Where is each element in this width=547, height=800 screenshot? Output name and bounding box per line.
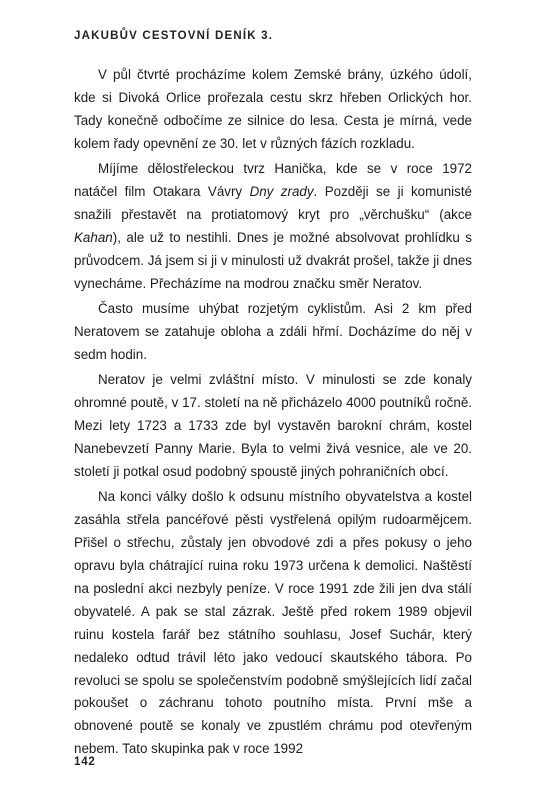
paragraph [74, 158, 472, 295]
page-number: 142 [74, 756, 96, 768]
text-segment: Neratov je velmi zvláštní místo. V minulosti se zde konaly ohromné poutě, v 17. století na ně přicházelo 4000 poutníků ročně. Mezi lety 1723 a 1733 zde byl vystavěn barokní chrám, kostel Nanebevzetí Panny Marie. Byla to velmi živá vesnice, ale ve 20. století ji potkal osud podobný spoustě jiných pohraničních obcí. [74, 372, 472, 479]
text-segment: ), ale už to nestihli. Dnes je možné absolvovat prohlídku s průvodcem. Já jsem si ji v minulosti už dvakrát prošel, takže ji dnes vynecháme. Přecházíme na modrou značku směr Neratov. [74, 229, 472, 291]
text-segment: . Později se ji komunisté snažili přestavět na protiatomový kryt pro „věrchušku“ (akce [74, 184, 472, 222]
body-text [74, 64, 472, 761]
text-segment: Na konci války došlo k odsunu místního obyvatelstva a kostel zasáhla střela pancéřové pěsti vystřelená opilým rudoarmějcem. Přišel o střechu, zůstaly jen obvodové zdi a přes pokusy o jeho opravu byla chátrající ruina roku 1973 určena k demolici. Naštěstí na poslední akci nezbyly peníze. V roce 1991 zde žili jen dva stálí obyvatelé. A pak se stal zázrak. Ještě před rokem 1989 objevil ruinu kostela farář bez státního souhlasu, Josef Suchár, který nedaleko odtud trávil léto jako vedoucí skautského tábora. Po revoluci se spolu se společenstvím podobně smýšlejících lidí začal pokoušet o záchranu tohoto poutního místa. První mše a obnovené poutě se konaly ve zpustlém chrámu pod otevřeným nebem. Tato skupinka pak v roce 1992 [74, 489, 472, 757]
film-title: Dny zrady [249, 184, 314, 200]
running-title: JAKUBŮV CESTOVNÍ DENÍK 3. [74, 30, 274, 42]
paragraph [74, 64, 472, 156]
text-segment: Míjíme dělostřeleckou tvrz Hanička, kde se v roce 1972 natáčel film Otakara Vávry [74, 161, 472, 200]
operation-name: Kahan [74, 229, 113, 245]
paragraph [74, 298, 472, 367]
text-segment: V půl čtvrté procházíme kolem Zemské brány, úzkého údolí, kde si Divoká Orlice prořezala cestu skrz hřeben Orlických hor. Tady konečně odbočíme ze silnice do lesa. Cesta je mírná, vede kolem řady opevnění ze 30. let v různých fázích rozkladu. [74, 67, 472, 151]
paragraph [74, 369, 472, 484]
paragraph [74, 486, 472, 761]
text-segment: Často musíme uhýbat rozjetým cyklistům. Asi 2 km před Neratovem se zatahuje obloha a zdáli hřmí. Docházíme do něj v sedm hodin. [74, 301, 472, 362]
